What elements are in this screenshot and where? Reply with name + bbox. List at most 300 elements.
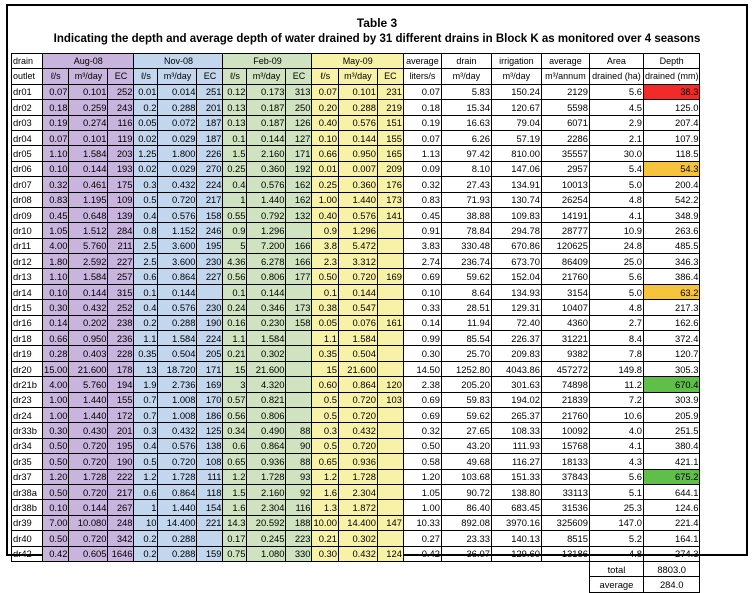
- table-cell: 0.5: [134, 192, 158, 207]
- table-cell: 0.10: [403, 284, 441, 299]
- table-cell: 0.5: [312, 392, 338, 407]
- table-cell: 0.360: [247, 161, 286, 176]
- table-cell: 1.872: [338, 500, 377, 515]
- table-cell: [286, 377, 312, 392]
- table-cell: 221: [197, 515, 223, 530]
- depth-cell: 303.9: [643, 392, 700, 407]
- table-cell: 0.13: [223, 100, 247, 115]
- table-cell: 0.38: [312, 300, 338, 315]
- table-cell: 227: [197, 269, 223, 284]
- table-cell: 3.83: [403, 238, 441, 253]
- table-cell: 457272: [541, 361, 589, 376]
- table-cell: 257: [108, 269, 134, 284]
- depth-cell: 120.7: [643, 346, 700, 361]
- table-cell: 0.5: [312, 407, 338, 422]
- table-cell: 1.728: [338, 469, 377, 484]
- table-cell: 1.440: [69, 407, 108, 422]
- table-cell: 0.19: [403, 115, 441, 130]
- table-cell: 0.2: [134, 315, 158, 330]
- table-cell: 0.3: [134, 177, 158, 192]
- table-cell: 252: [108, 300, 134, 315]
- table-cell: 0.029: [158, 130, 197, 145]
- drain-outlet-cell: dr18: [12, 331, 43, 346]
- depth-cell: 118.5: [643, 146, 700, 161]
- table-cell: 175: [108, 177, 134, 192]
- table-cell: [197, 531, 223, 546]
- table-cell: 151.33: [491, 469, 541, 484]
- table-cell: 86409: [541, 254, 589, 269]
- table-cell: 0.50: [43, 438, 69, 453]
- drain-outlet-cell: dr01: [12, 84, 43, 99]
- table-cell: 683.45: [491, 500, 541, 515]
- table-cell: 1.25: [134, 146, 158, 161]
- table-cell: 6071: [541, 115, 589, 130]
- table-cell: 3.312: [338, 254, 377, 269]
- drain-outlet-cell: dr08: [12, 192, 43, 207]
- depth-cell: 200.4: [643, 177, 700, 192]
- table-cell: 5.6: [589, 269, 643, 284]
- table-cell: 0.83: [403, 192, 441, 207]
- table-cell: [377, 331, 403, 346]
- table-cell: 0.99: [403, 331, 441, 346]
- table-cell: 0.1: [312, 284, 338, 299]
- depth-cell: 421.1: [643, 454, 700, 469]
- table-cell: 0.576: [247, 177, 286, 192]
- table-cell: 217: [197, 192, 223, 207]
- table-cell: 230: [197, 300, 223, 315]
- table-cell: 140.13: [491, 531, 541, 546]
- table-row: [12, 531, 700, 546]
- table-cell: 1646: [108, 546, 134, 561]
- table-cell: 10.33: [403, 515, 441, 530]
- drain-outlet-cell: dr34: [12, 438, 43, 453]
- footer-spacer: [12, 577, 590, 592]
- drain-outlet-cell: dr37: [12, 469, 43, 484]
- table-cell: 14191: [541, 207, 589, 222]
- table-cell: 0.720: [69, 484, 108, 499]
- table-cell: 194.02: [491, 392, 541, 407]
- table-cell: 154: [197, 500, 223, 515]
- table-cell: 126: [286, 115, 312, 130]
- table-row: [12, 454, 700, 469]
- table-cell: 209: [377, 161, 403, 176]
- table-cell: 2.736: [158, 377, 197, 392]
- table-cell: 4.1: [589, 438, 643, 453]
- table-cell: 0.69: [403, 407, 441, 422]
- table-cell: 93: [286, 469, 312, 484]
- table-cell: 2.74: [403, 254, 441, 269]
- header-may-09: May-09: [312, 54, 403, 69]
- table-cell: 23.33: [441, 531, 491, 546]
- table-cell: 0.13: [223, 115, 247, 130]
- table-cell: 5.760: [69, 377, 108, 392]
- table-cell: 108.33: [491, 423, 541, 438]
- table-cell: [286, 331, 312, 346]
- table-cell: 92: [286, 484, 312, 499]
- drain-outlet-cell: dr40: [12, 531, 43, 546]
- table-cell: 0.07: [403, 130, 441, 145]
- table-row: [12, 84, 700, 99]
- table-cell: 4.00: [43, 377, 69, 392]
- table-cell: 0.24: [223, 300, 247, 315]
- header-irrig-m3: m³/day: [491, 69, 541, 84]
- table-cell: 0.27: [403, 531, 441, 546]
- table-cell: 2.592: [69, 254, 108, 269]
- table-cell: 97.42: [441, 146, 491, 161]
- table-cell: 21.600: [69, 361, 108, 376]
- table-cell: 0.45: [403, 207, 441, 222]
- table-cell: 301.63: [491, 377, 541, 392]
- table-cell: 194: [108, 377, 134, 392]
- table-cell: 109.83: [491, 207, 541, 222]
- table-cell: 0.144: [247, 284, 286, 299]
- table-cell: 0.720: [69, 454, 108, 469]
- table-cell: 15.34: [441, 100, 491, 115]
- table-cell: 0.50: [312, 269, 338, 284]
- header-liters: liters/s: [403, 69, 441, 84]
- table-row: [12, 392, 700, 407]
- table-cell: 2129: [541, 84, 589, 99]
- table-cell: 0.42: [43, 546, 69, 561]
- table-cell: 0.4: [134, 207, 158, 222]
- table-cell: 1.1: [223, 331, 247, 346]
- table-cell: 0.02: [134, 161, 158, 176]
- table-cell: 0.144: [69, 500, 108, 515]
- table-cell: 166: [286, 254, 312, 269]
- table-cell: 0.1: [134, 284, 158, 299]
- table-cell: 31536: [541, 500, 589, 515]
- table-cell: 8.4: [589, 331, 643, 346]
- table-cell: 0.2: [134, 531, 158, 546]
- table-cell: 252: [108, 84, 134, 99]
- depth-cell: 251.5: [643, 423, 700, 438]
- header-nov-ec: EC: [197, 69, 223, 84]
- table-cell: 59.83: [441, 392, 491, 407]
- table-row: [12, 207, 700, 222]
- drain-outlet-cell: dr05: [12, 146, 43, 161]
- table-cell: 0.173: [247, 84, 286, 99]
- table-cell: 0.792: [247, 207, 286, 222]
- table-cell: [377, 346, 403, 361]
- table-cell: 0.245: [247, 531, 286, 546]
- table-cell: 226.37: [491, 331, 541, 346]
- drain-outlet-cell: dr12: [12, 254, 43, 269]
- table-cell: 8.64: [441, 284, 491, 299]
- table-cell: 1: [223, 192, 247, 207]
- depth-cell: 542.2: [643, 192, 700, 207]
- header-row-2: [12, 69, 700, 84]
- table-cell: 14.400: [338, 515, 377, 530]
- table-cell: 13: [134, 361, 158, 376]
- drain-outlet-cell: dr03: [12, 115, 43, 130]
- table-cell: 134.93: [491, 284, 541, 299]
- table-cell: [377, 454, 403, 469]
- header-average: average: [403, 54, 441, 69]
- table-cell: 0.720: [69, 438, 108, 453]
- table-cell: 132: [286, 207, 312, 222]
- table-cell: 3: [223, 377, 247, 392]
- table-cell: 0.346: [247, 300, 286, 315]
- table-cell: 267: [108, 500, 134, 515]
- table-cell: 10.9: [589, 223, 643, 238]
- table-cell: [377, 484, 403, 499]
- table-cell: 1.3: [312, 500, 338, 515]
- table-cell: 0.30: [403, 346, 441, 361]
- table-cell: 21760: [541, 407, 589, 422]
- table-row: [12, 115, 700, 130]
- table-cell: 4.320: [247, 377, 286, 392]
- table-cell: 35557: [541, 146, 589, 161]
- table-cell: 0.288: [158, 315, 197, 330]
- table-cell: 116.27: [491, 454, 541, 469]
- table-cell: 1.20: [43, 469, 69, 484]
- table-cell: 172: [108, 407, 134, 422]
- table-cell: 195: [108, 438, 134, 453]
- table-cell: 0.144: [158, 284, 197, 299]
- table-cell: 1.584: [158, 331, 197, 346]
- table-cell: 0.432: [338, 546, 377, 561]
- table-cell: 0.8: [134, 223, 158, 238]
- table-cell: 0.5: [312, 438, 338, 453]
- table-cell: 90.72: [441, 484, 491, 499]
- table-cell: 231: [377, 84, 403, 99]
- table-cell: [286, 284, 312, 299]
- table-cell: 0.648: [69, 207, 108, 222]
- table-row: [12, 300, 700, 315]
- table-cell: 1.20: [403, 469, 441, 484]
- table-cell: 1252.80: [441, 361, 491, 376]
- table-cell: 14.50: [403, 361, 441, 376]
- table-cell: 57.19: [491, 130, 541, 145]
- table-cell: 243: [108, 100, 134, 115]
- table-cell: [286, 361, 312, 376]
- table-cell: 170: [197, 392, 223, 407]
- table-cell: 0.30: [43, 300, 69, 315]
- table-cell: 342: [108, 531, 134, 546]
- table-cell: 0.230: [247, 315, 286, 330]
- drain-outlet-cell: dr20: [12, 361, 43, 376]
- table-cell: 14.3: [223, 515, 247, 530]
- table-cell: [286, 407, 312, 422]
- table-cell: 134.91: [491, 177, 541, 192]
- table-cell: 0.25: [223, 161, 247, 176]
- footer-row: [12, 577, 700, 592]
- table-cell: 2.304: [247, 500, 286, 515]
- depth-cell: 207.4: [643, 115, 700, 130]
- table-cell: 0.16: [223, 315, 247, 330]
- table-cell: 0.55: [223, 207, 247, 222]
- table-cell: 5.1: [589, 484, 643, 499]
- table-cell: 223: [286, 531, 312, 546]
- table-cell: 0.259: [69, 100, 108, 115]
- table-cell: 5.83: [441, 84, 491, 99]
- table-cell: 0.42: [403, 546, 441, 561]
- table-cell: 1.584: [69, 146, 108, 161]
- table-cell: 139: [108, 207, 134, 222]
- table-cell: 16.63: [441, 115, 491, 130]
- table-cell: 15: [223, 361, 247, 376]
- table-cell: 30.0: [589, 146, 643, 161]
- table-cell: 88: [286, 454, 312, 469]
- table-cell: 1.10: [43, 269, 69, 284]
- table-cell: 1.296: [338, 223, 377, 238]
- table-cell: 5.0: [589, 284, 643, 299]
- table-cell: 88: [286, 423, 312, 438]
- depth-cell: 125.0: [643, 100, 700, 115]
- table-cell: 158: [286, 315, 312, 330]
- table-cell: 0.403: [69, 346, 108, 361]
- table-cell: 236: [108, 331, 134, 346]
- header-feb-ec: EC: [286, 69, 312, 84]
- table-cell: 4.8: [589, 192, 643, 207]
- drain-outlet-cell: dr42: [12, 546, 43, 561]
- table-cell: 192: [286, 161, 312, 176]
- table-cell: 230: [197, 254, 223, 269]
- table-cell: 2.160: [247, 146, 286, 161]
- table-cell: 188: [286, 515, 312, 530]
- footer-spacer: [12, 561, 590, 576]
- table-cell: 0.821: [247, 392, 286, 407]
- drain-outlet-cell: dr02: [12, 100, 43, 115]
- depth-cell: 675.2: [643, 469, 700, 484]
- table-cell: 5.0: [589, 177, 643, 192]
- table-cell: 270: [197, 161, 223, 176]
- table-cell: 0.461: [69, 177, 108, 192]
- table-row: [12, 377, 700, 392]
- table-cell: 1.584: [69, 269, 108, 284]
- table-cell: 0.2: [134, 100, 158, 115]
- table-cell: 169: [377, 269, 403, 284]
- table-cell: 33113: [541, 484, 589, 499]
- table-cell: 1.728: [69, 469, 108, 484]
- table-cell: 1.6: [312, 484, 338, 499]
- table-cell: 0.34: [223, 423, 247, 438]
- depth-cell: 372.4: [643, 331, 700, 346]
- table-cell: 1.152: [158, 223, 197, 238]
- table-cell: 0.18: [403, 100, 441, 115]
- table-cell: 228: [108, 346, 134, 361]
- table-cell: 1.00: [403, 500, 441, 515]
- table-cell: 0.12: [223, 84, 247, 99]
- table-cell: 0.720: [338, 269, 377, 284]
- table-cell: 0.69: [403, 269, 441, 284]
- table-cell: 294.78: [491, 223, 541, 238]
- table-row: [12, 315, 700, 330]
- table-cell: 27.43: [441, 177, 491, 192]
- table-cell: 1.080: [247, 546, 286, 561]
- table-cell: 10013: [541, 177, 589, 192]
- drain-outlet-cell: dr33b: [12, 423, 43, 438]
- table-cell: 1.440: [158, 500, 197, 515]
- table-cell: 0.936: [247, 454, 286, 469]
- table-cell: 0.720: [338, 438, 377, 453]
- table-cell: 0.806: [247, 269, 286, 284]
- table-cell: 2.3: [312, 254, 338, 269]
- table-cell: 0.40: [312, 207, 338, 222]
- table-cell: 158: [197, 207, 223, 222]
- table-cell: 10: [134, 515, 158, 530]
- table-row: [12, 254, 700, 269]
- depth-cell: 670.4: [643, 377, 700, 392]
- table-cell: 3970.16: [491, 515, 541, 530]
- table-cell: 0.09: [403, 161, 441, 176]
- table-cell: 59.62: [441, 269, 491, 284]
- table-cell: [377, 438, 403, 453]
- header-aug-08: Aug-08: [43, 54, 134, 69]
- table-cell: 2957: [541, 161, 589, 176]
- table-cell: 138: [197, 438, 223, 453]
- table-cell: 0.56: [223, 269, 247, 284]
- table-cell: 186: [197, 407, 223, 422]
- table-cell: 0.32: [403, 423, 441, 438]
- drain-outlet-cell: dr06: [12, 161, 43, 176]
- table-cell: 25.3: [589, 500, 643, 515]
- depth-cell: 164.1: [643, 531, 700, 546]
- table-cell: 1.13: [403, 146, 441, 161]
- table-cell: 0.144: [247, 130, 286, 145]
- table-cell: 0.547: [338, 300, 377, 315]
- table-cell: 0.864: [338, 377, 377, 392]
- table-cell: 0.950: [338, 146, 377, 161]
- header-drain-m3: m³/day: [441, 69, 491, 84]
- table-cell: 1.05: [403, 484, 441, 499]
- table-cell: 11.2: [589, 377, 643, 392]
- drain-outlet-cell: dr14: [12, 284, 43, 299]
- table-cell: 2.5: [134, 254, 158, 269]
- table-cell: 4.1: [589, 207, 643, 222]
- table-cell: 5.6: [589, 469, 643, 484]
- table-cell: 330: [286, 546, 312, 561]
- table-cell: 201: [108, 423, 134, 438]
- table-cell: 0.072: [158, 115, 197, 130]
- table-row: [12, 161, 700, 176]
- table-cell: 49.68: [441, 454, 491, 469]
- table-cell: 4.8: [589, 546, 643, 561]
- table-cell: 0.07: [43, 130, 69, 145]
- table-cell: 284: [108, 223, 134, 238]
- table-cell: 2.304: [338, 484, 377, 499]
- table-cell: 7.2: [589, 392, 643, 407]
- drain-outlet-cell: dr38a: [12, 484, 43, 499]
- table-cell: 0.144: [338, 284, 377, 299]
- table-cell: 0.430: [69, 423, 108, 438]
- table-cell: 0.576: [338, 115, 377, 130]
- table-cell: 13186: [541, 546, 589, 561]
- table-cell: [377, 300, 403, 315]
- table-cell: 149.8: [589, 361, 643, 376]
- table-row: [12, 438, 700, 453]
- table-cell: 1.5: [223, 484, 247, 499]
- header-aug-ls: ℓ/s: [43, 69, 69, 84]
- table-cell: 248: [108, 515, 134, 530]
- table-cell: 0.50: [403, 438, 441, 453]
- table-cell: 205.20: [441, 377, 491, 392]
- table-cell: 152.04: [491, 269, 541, 284]
- depth-cell: 263.6: [643, 223, 700, 238]
- table-cell: 0.864: [247, 438, 286, 453]
- table-cell: 0.101: [69, 84, 108, 99]
- table-cell: 0.950: [69, 331, 108, 346]
- table-cell: [197, 284, 223, 299]
- header-feb-09: Feb-09: [223, 54, 312, 69]
- table-cell: 162: [286, 177, 312, 192]
- table-cell: 0.187: [247, 100, 286, 115]
- table-cell: 0.7: [134, 407, 158, 422]
- table-cell: 0.605: [69, 546, 108, 561]
- table-cell: 1.2: [134, 469, 158, 484]
- table-cell: 1.008: [158, 392, 197, 407]
- table-cell: 1.00: [312, 192, 338, 207]
